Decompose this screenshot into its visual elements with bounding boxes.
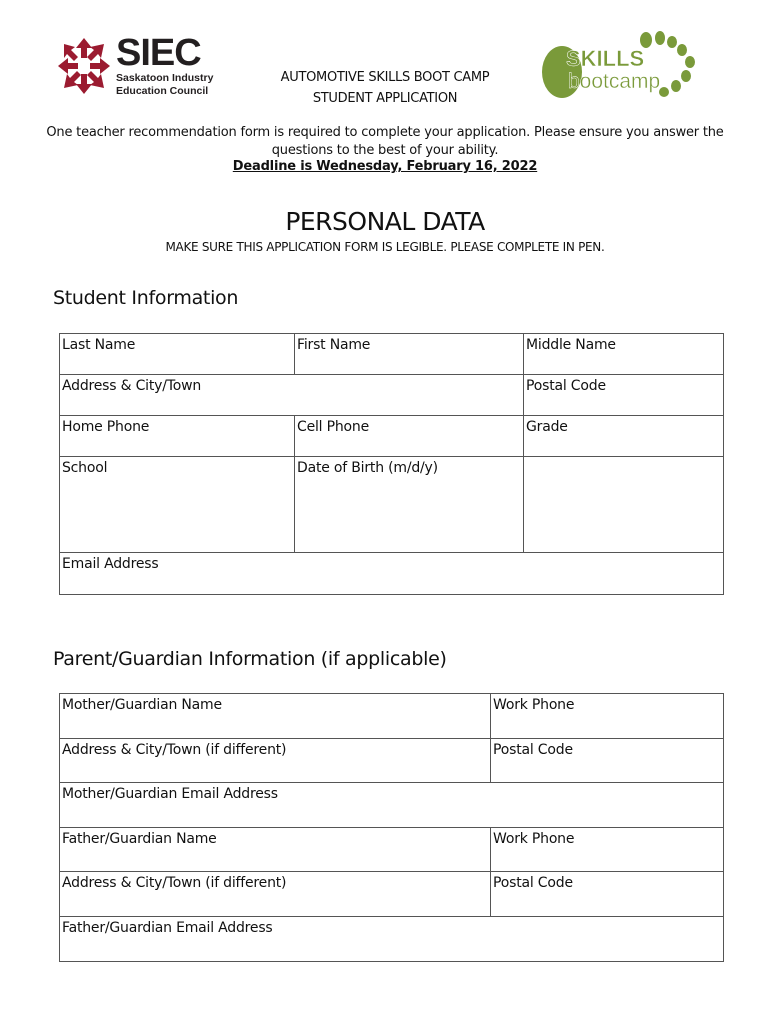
home-phone-field[interactable]: Home Phone bbox=[60, 416, 295, 457]
document-title-line1: AUTOMOTIVE SKILLS BOOT CAMP bbox=[280, 70, 490, 85]
address-field[interactable]: Address & City/Town bbox=[60, 375, 524, 416]
father-name-field[interactable]: Father/Guardian Name bbox=[60, 828, 491, 872]
father-postal-code-field[interactable]: Postal Code bbox=[491, 872, 724, 917]
school-field[interactable]: School bbox=[60, 457, 295, 553]
mother-email-field[interactable]: Mother/Guardian Email Address bbox=[60, 783, 724, 828]
intro-text: One teacher recommendation form is required to complete your application. Please ensure you answer the questions to the best of your ability. bbox=[46, 125, 724, 158]
deadline-text: Deadline is Wednesday, February 16, 2022 bbox=[232, 159, 538, 174]
postal-code-field[interactable]: Postal Code bbox=[524, 375, 724, 416]
student-info-table bbox=[59, 333, 724, 595]
siec-subtitle-line1: Saskatoon Industry bbox=[116, 72, 214, 84]
siec-subtitle-line2: Education Council bbox=[116, 85, 209, 97]
section-title: PERSONAL DATA bbox=[285, 207, 485, 236]
date-of-birth-field[interactable]: Date of Birth (m/d/y) bbox=[295, 457, 524, 553]
mother-name-field[interactable]: Mother/Guardian Name bbox=[60, 694, 491, 739]
cell-phone-field[interactable]: Cell Phone bbox=[295, 416, 524, 457]
student-info-heading: Student Information bbox=[53, 287, 239, 309]
blank-cell[interactable] bbox=[524, 457, 724, 553]
last-name-field[interactable]: Last Name bbox=[60, 334, 295, 375]
skills-logo-word2: bootcamp bbox=[568, 70, 661, 93]
mother-work-phone-field[interactable]: Work Phone bbox=[491, 694, 724, 739]
skills-logo-word1: SKILLS bbox=[566, 46, 645, 71]
parent-info-table bbox=[59, 693, 724, 962]
father-email-field[interactable]: Father/Guardian Email Address bbox=[60, 917, 724, 962]
parent-info-heading: Parent/Guardian Information (if applicable) bbox=[53, 648, 447, 670]
legible-note: MAKE SURE THIS APPLICATION FORM IS LEGIBLE. PLEASE COMPLETE IN PEN. bbox=[165, 240, 605, 254]
middle-name-field[interactable]: Middle Name bbox=[524, 334, 724, 375]
email-field[interactable]: Email Address bbox=[60, 553, 724, 595]
mother-postal-code-field[interactable]: Postal Code bbox=[491, 739, 724, 783]
grade-field[interactable]: Grade bbox=[524, 416, 724, 457]
document-title bbox=[200, 67, 570, 109]
document-title-line2: STUDENT APPLICATION bbox=[312, 91, 458, 106]
siec-logo bbox=[56, 32, 214, 98]
siec-arrows-icon bbox=[56, 36, 112, 96]
skills-bootcamp-logo bbox=[540, 30, 700, 102]
first-name-field[interactable]: First Name bbox=[295, 334, 524, 375]
mother-address-field[interactable]: Address & City/Town (if different) bbox=[60, 739, 491, 783]
father-work-phone-field[interactable]: Work Phone bbox=[491, 828, 724, 872]
father-address-field[interactable]: Address & City/Town (if different) bbox=[60, 872, 491, 917]
siec-title: SIEC bbox=[116, 32, 201, 74]
